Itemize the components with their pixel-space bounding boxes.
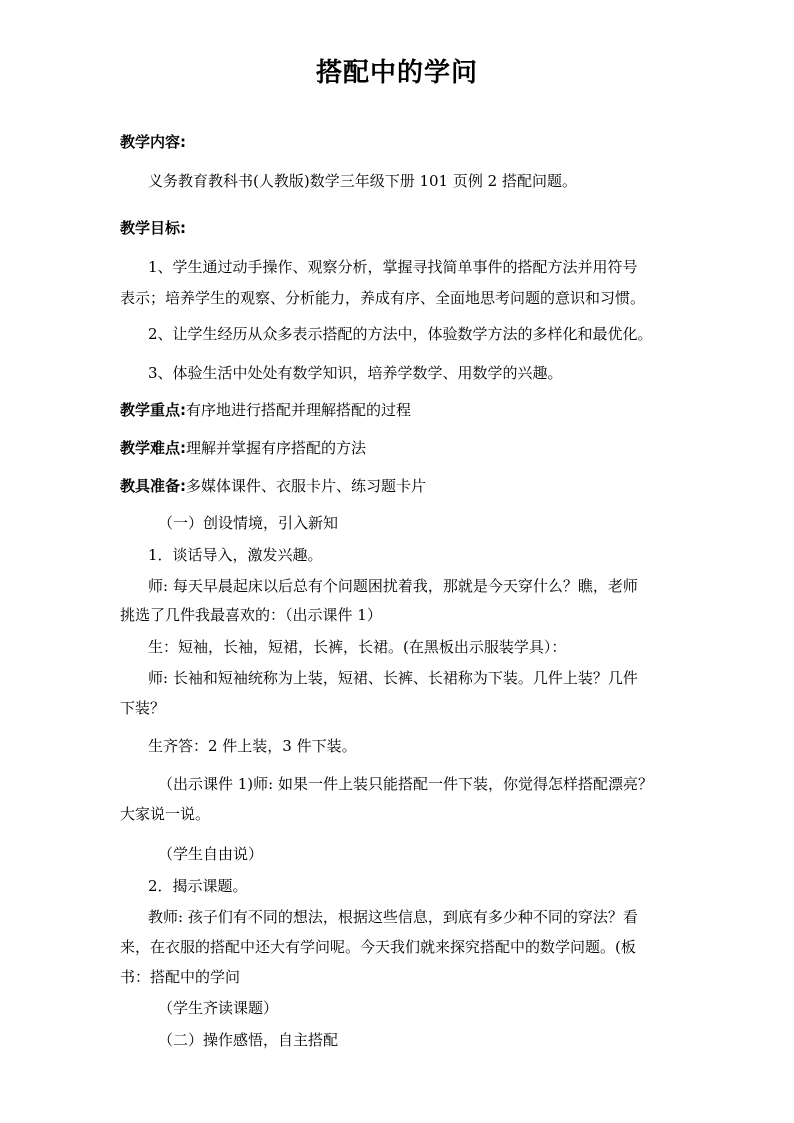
section-1-heading: （一）创设情境，引入新知 [158, 514, 339, 532]
document-title: 搭配中的学问 [315, 58, 478, 88]
goal-1-line-1: 1、学生通过动手操作、观察分析，掌握寻找简单事件的搭配方法并用符号 [148, 258, 638, 276]
step-2: 2．揭示课题。 [148, 877, 248, 895]
key-point-text: 有序地进行搭配并理解搭配的过程 [186, 401, 412, 419]
tools-label: 教具准备: [120, 477, 186, 495]
paragraph-7-line-2: 来，在衣服的搭配中还大有学问呢。今天我们就来探究搭配中的数学问题。(板 [120, 938, 636, 956]
paragraph-5-line-2: 大家说一说。 [120, 805, 211, 823]
paragraph-2: 生：短袖，长袖，短裙，长裤，长裙。(在黑板出示服装学具）： [148, 638, 567, 656]
tools-line [120, 477, 680, 495]
paragraph-6: （学生自由说） [158, 845, 264, 863]
paragraph-7-line-1: 教师: 孩子们有不同的想法，根据这些信息，到底有多少种不同的穿法？看 [148, 908, 638, 926]
key-point-label: 教学重点: [120, 401, 186, 419]
teaching-content-heading: 教学内容: [120, 133, 186, 151]
paragraph-8: （学生齐读课题） [158, 999, 279, 1017]
section-2-heading: （二）操作感悟，自主搭配 [158, 1031, 339, 1049]
tools-text: 多媒体课件、衣服卡片、练习题卡片 [186, 477, 427, 495]
key-point-line [120, 401, 680, 419]
teaching-goals-heading: 教学目标: [120, 219, 186, 237]
paragraph-3-line-1: 师: 长袖和短袖统称为上装，短裙、长裤、长裙称为下装。几件上装？几件 [148, 669, 638, 687]
goal-2: 2、让学生经历从众多表示搭配的方法中，体验数学方法的多样化和最优化。 [148, 325, 653, 343]
goal-1-line-2: 表示；培养学生的观察、分析能力，养成有序、全面地思考问题的意识和习惯。 [120, 289, 646, 307]
goal-3: 3、体验生活中处处有数学知识，培养学数学、用数学的兴趣。 [148, 364, 563, 382]
paragraph-3-line-2: 下装？ [120, 699, 166, 717]
difficulty-label: 教学难点: [120, 439, 186, 457]
paragraph-1-line-2: 挑选了几件我最喜欢的：（出示课件 1） [120, 606, 382, 624]
teaching-content-text: 义务教育教科书(人教版)数学三年级下册 101 页例 2 搭配问题。 [148, 172, 577, 190]
step-1: 1．谈话导入，激发兴趣。 [148, 546, 323, 564]
paragraph-1-line-1: 师: 每天早晨起床以后总有个问题困扰着我，那就是今天穿什么？瞧，老师 [148, 577, 638, 595]
paragraph-7-line-3: 书：搭配中的学问 [120, 968, 241, 986]
difficulty-line [120, 439, 680, 457]
difficulty-text: 理解并掌握有序搭配的方法 [186, 439, 367, 457]
paragraph-4: 生齐答：2 件上装，3 件下装。 [148, 737, 357, 755]
paragraph-5-line-1: （出示课件 1)师: 如果一件上装只能搭配一件下装，你觉得怎样搭配漂亮？ [158, 775, 653, 793]
